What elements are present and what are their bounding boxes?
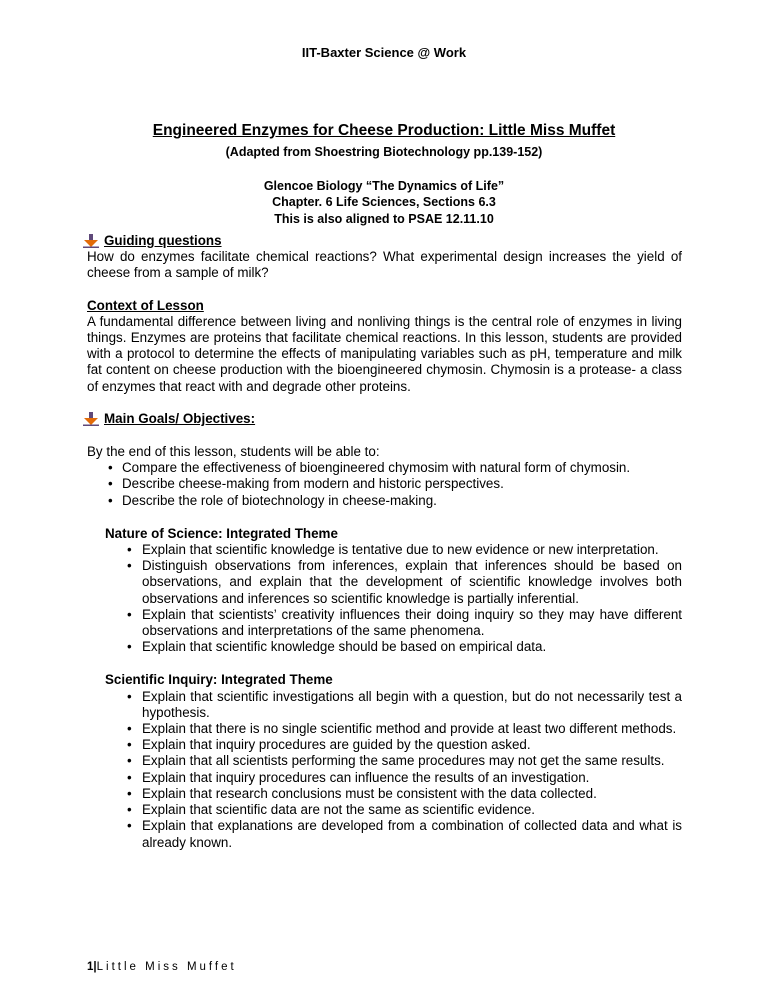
nature-list [105,542,682,655]
textbook-line: This is also aligned to PSAE 12.11.10 [274,211,494,226]
list-item: • Compare the effectiveness of bioengineered chymosim with natural form of chymosin. [87,460,682,476]
list-item: • Explain that explanations are developed from a combination of collected data and what is already known. [105,818,682,850]
document-body [87,233,682,851]
list-item: • Describe the role of biotechnology in cheese-making. [87,493,682,509]
list-item: • Explain that inquiry procedures can influence the results of an investigation. [105,770,682,786]
goals-intro: By the end of this lesson, students will be able to: [87,444,380,460]
running-header: IIT-Baxter Science @ Work [301,45,467,60]
list-item: • Explain that scientific data are not the same as scientific evidence. [105,802,682,818]
textbook-line: Glencoe Biology “The Dynamics of Life” [263,179,505,193]
goals-list [87,460,682,509]
context-text: A fundamental difference between living and nonliving things is the central role of enzymes in living things. Enzymes are proteins that facilitate chemical reactions. In this lesson, students are provided with a protocol to determine the effects of manipulating variables such as pH, temperature and milk fat content on cheese production with the bioengineered chymosin. Chymosin is a protease- a class of enzymes that react with and degrade other proteins. [87,313,682,394]
document-title: Engineered Enzymes for Cheese Production: Little Miss Muffet [152,122,616,139]
guiding-questions-text: How do enzymes facilitate chemical reactions? What experimental design increases the yield of cheese from a sample of milk? [87,249,682,281]
list-item: • Explain that all scientists performing the same procedures may not get the same results. [105,753,682,769]
context-heading: Context of Lesson [87,297,204,313]
scientific-inquiry-section [105,672,682,850]
footer-separator: | [93,961,97,973]
document-subtitle: (Adapted from Shoestring Biotechnology pp.139-152) [225,145,543,159]
footer-doc-name: Little Miss Muffet [96,961,237,973]
arrow-down-icon [83,234,99,248]
list-item: • Explain that research conclusions must be consistent with the data collected. [105,786,682,802]
list-item: • Explain that scientific knowledge is tentative due to new evidence or new interpretation. [105,542,682,558]
list-item: • Explain that there is no single scientific method and provide at least two different methods. [105,721,682,737]
list-item: • Explain that inquiry procedures are guided by the question asked. [105,737,682,753]
list-item: • Explain that scientific knowledge should be based on empirical data. [105,639,682,655]
arrow-down-icon [83,412,99,426]
textbook-line: Chapter. 6 Life Sciences, Sections 6.3 [272,195,496,210]
goals-heading: Main Goals/ Objectives: [87,411,682,427]
list-item: • Describe cheese-making from modern and historic perspectives. [87,476,682,492]
list-item: • Distinguish observations from inferences, explain that inferences should be based on observations, and explain that the development of scientific knowledge involves both observations and inferences so scientific knowledge is partially inferential. [105,558,682,607]
list-item: • Explain that scientists’ creativity influences their doing inquiry so they may have different observations and interpretations of the same phenomena. [105,607,682,639]
nature-of-science-heading: Nature of Science: Integrated Theme [105,525,338,541]
inquiry-list [105,689,682,851]
textbook-reference [0,178,768,227]
list-item: • Explain that scientific investigations all begin with a question, but do not necessarily test a hypothesis. [105,689,682,721]
page-footer [87,959,237,975]
nature-of-science-section [105,526,682,656]
guiding-questions-heading: Guiding questions [87,233,682,249]
scientific-inquiry-heading: Scientific Inquiry: Integrated Theme [105,672,333,688]
page-number: 1 [87,961,94,973]
